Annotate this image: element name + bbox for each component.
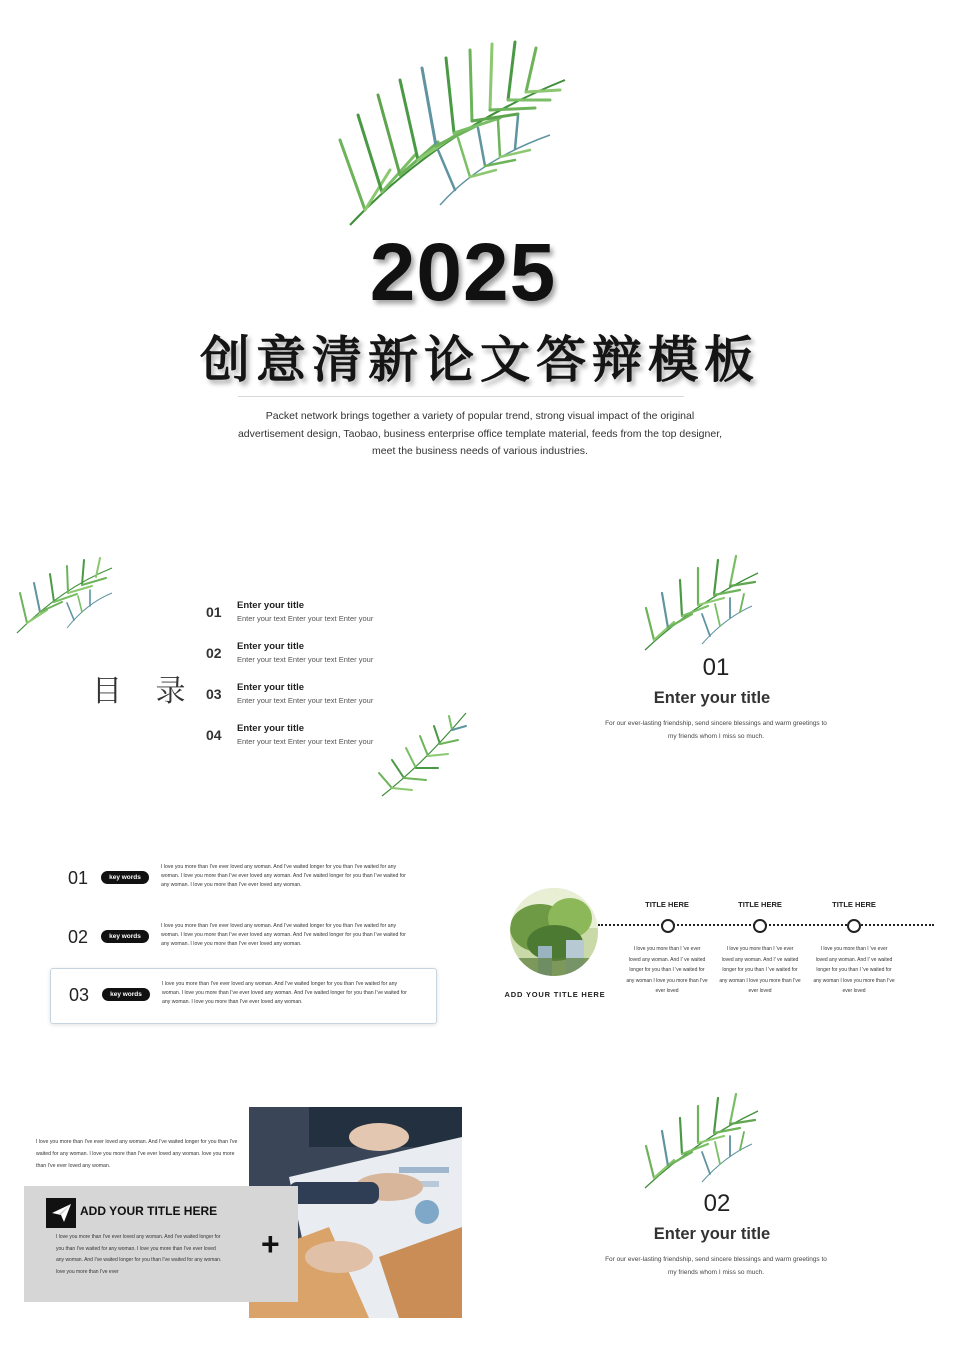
leaf-decoration-section1 [640, 548, 762, 654]
timeline-step-title: TITLE HERE [738, 900, 782, 909]
toc-item[interactable] [206, 641, 426, 681]
hero-description-line: advertisement design, Taobao, business enterprise office template material, feeds from the top designer, [237, 427, 723, 440]
toc-item-number: 02 [206, 645, 222, 661]
keyword-row[interactable] [50, 852, 435, 906]
keyword-number: 03 [69, 985, 90, 1005]
keyword-text-line: woman. I love you more than I've ever loved any woman. And I've waited longer for you than I've waited for [161, 932, 406, 938]
keyword-row-highlighted[interactable] [50, 968, 437, 1024]
title-card-text-line: love you more than I've ever [56, 1268, 119, 1275]
title-card-heading: ADD YOUR TITLE HERE [80, 1204, 218, 1218]
toc-item[interactable] [206, 600, 426, 640]
intro-text-line: waited for any woman. I love you more than I've ever loved any woman. love you more [36, 1151, 235, 1157]
timeline-node[interactable] [661, 919, 675, 933]
keyword-number: 01 [68, 868, 89, 888]
section-number: 02 [703, 1190, 731, 1217]
timeline-step-text [812, 944, 896, 997]
toc-item-number: 01 [206, 604, 222, 620]
timeline-text-line: ever loved [748, 988, 772, 994]
keyword-badge: key words [102, 988, 150, 1001]
keyword-text-line: I love you more than I've ever loved any woman. And I've waited longer for you than I've waited for any [161, 923, 397, 929]
toc-item-text: Enter your text Enter your text Enter your [237, 655, 374, 664]
timeline-text-line: ever loved [655, 988, 679, 994]
keyword-badge: key words [101, 930, 149, 943]
section-description [601, 718, 831, 743]
keyword-text-line: any woman. I love you more than I've ever loved any woman. [161, 941, 302, 947]
keyword-row[interactable] [50, 911, 435, 965]
hero-divider [238, 396, 684, 397]
timeline-text-line: I love you more than I 've ever [820, 946, 888, 952]
toc-item-text: Enter your text Enter your text Enter your [237, 696, 374, 705]
leaf-decoration-section2 [640, 1086, 762, 1192]
toc-item-number: 04 [206, 727, 222, 743]
timeline-text-line: longer for you than I 've waited for [816, 967, 892, 973]
timeline-text-line: ever loved [842, 988, 866, 994]
keyword-text-line: woman. I love you more than I've ever loved any woman. And I've waited longer for you than I've waited for [161, 873, 406, 879]
leaf-decoration-toc-top [12, 548, 117, 638]
section-title: Enter your title [653, 689, 771, 707]
hero-subtitle: 创意清新论文答辩模板 [200, 331, 760, 389]
timeline-text-line: I love you more than I 've ever [633, 946, 701, 952]
keyword-text [162, 980, 422, 1007]
intro-text-line: I love you more than I've ever loved any woman. And I've waited longer for you than I've [36, 1139, 238, 1145]
toc-item[interactable] [206, 682, 426, 722]
timeline-step-title: TITLE HERE [832, 900, 876, 909]
timeline-node[interactable] [753, 919, 767, 933]
section-description-line: For our ever-lasting friendship, send sincere blessings and warm greetings to [605, 1256, 827, 1263]
title-card-text [56, 1232, 242, 1278]
keyword-badge: key words [101, 871, 149, 884]
hero-description [220, 408, 740, 461]
hero-year: 2025 [369, 227, 557, 318]
toc-item-number: 03 [206, 686, 222, 702]
title-card-text-line: I love you more than I've ever loved any woman. And I've waited longer for [56, 1234, 221, 1240]
leaf-decoration-hero [320, 20, 580, 235]
keyword-text-line: I love you more than I've ever loved any woman. And I've waited longer for you than I've waited for any [161, 864, 397, 870]
title-card-text-line: any woman. And I've waited longer for you than I've waited for any woman. [56, 1257, 222, 1263]
plus-icon: + [261, 1226, 280, 1262]
timeline-text-line: any woman I love you more than I've [813, 977, 895, 984]
timeline-text-line: I love you more than I 've ever [726, 946, 794, 952]
timeline-step-title: TITLE HERE [645, 900, 689, 909]
toc-item-title: Enter your title [237, 641, 305, 652]
keyword-text [161, 863, 421, 890]
timeline-text-line: longer for you than I 've waited for [629, 967, 705, 973]
toc-item-title: Enter your title [237, 600, 305, 611]
intro-text-line: than I've ever loved any woman. [36, 1163, 111, 1169]
keyword-text-line: any woman. I love you more than I've ever loved any woman. [162, 999, 303, 1005]
plant-photo-circle [510, 888, 598, 976]
intro-text [36, 1136, 246, 1172]
title-card-text-line: you than I've waited for any woman. I love you more than I've ever loved [56, 1245, 216, 1252]
toc-heading: 目 录 [92, 674, 198, 709]
section-number: 01 [702, 654, 730, 681]
section-description-line: my friends whom I miss so much. [667, 732, 765, 740]
section-description-line: For our ever-lasting friendship, send sincere blessings and warm greetings to [605, 720, 827, 727]
hero-description-line: meet the business needs of various industries. [372, 445, 588, 457]
toc-item-title: Enter your title [237, 723, 305, 734]
timeline-step-text [718, 944, 802, 997]
toc-item[interactable] [206, 723, 426, 763]
timeline-text-line: any woman I love you more than I've [719, 977, 801, 984]
toc-item-title: Enter your title [237, 682, 305, 693]
timeline-text-line: longer for you than I 've waited for [722, 967, 798, 973]
timeline-caption: ADD YOUR TITLE HERE [504, 990, 606, 999]
keyword-text [161, 922, 421, 949]
timeline-text-line: loved any woman. And I' ve waited [721, 956, 799, 963]
keyword-text-line: any woman. I love you more than I've ever loved any woman. [161, 882, 302, 888]
section-description [601, 1254, 831, 1279]
section-description-line: my friends whom I miss so much. [667, 1268, 765, 1276]
timeline-text-line: loved any woman. And I' ve waited [628, 956, 706, 963]
hero-description-line: Packet network brings together a variety of popular trend, strong visual impact of the original [265, 410, 695, 422]
keyword-text-line: I love you more than I've ever loved any woman. And I've waited longer for you than I've waited for any [162, 981, 398, 987]
paper-plane-icon [46, 1198, 76, 1228]
keyword-text-line: woman. I love you more than I've ever loved any woman. And I've waited longer for you than I've waited for [162, 990, 407, 996]
toc-item-text: Enter your text Enter your text Enter your [237, 614, 374, 623]
timeline-step-text [625, 944, 709, 997]
timeline-text-line: loved any woman. And I' ve waited [815, 956, 893, 963]
section-title: Enter your title [653, 1225, 771, 1243]
toc-item-text: Enter your text Enter your text Enter your [237, 737, 374, 746]
timeline-node[interactable] [847, 919, 861, 933]
keyword-number: 02 [68, 927, 89, 947]
timeline-text-line: any woman I love you more than I've [626, 977, 708, 984]
